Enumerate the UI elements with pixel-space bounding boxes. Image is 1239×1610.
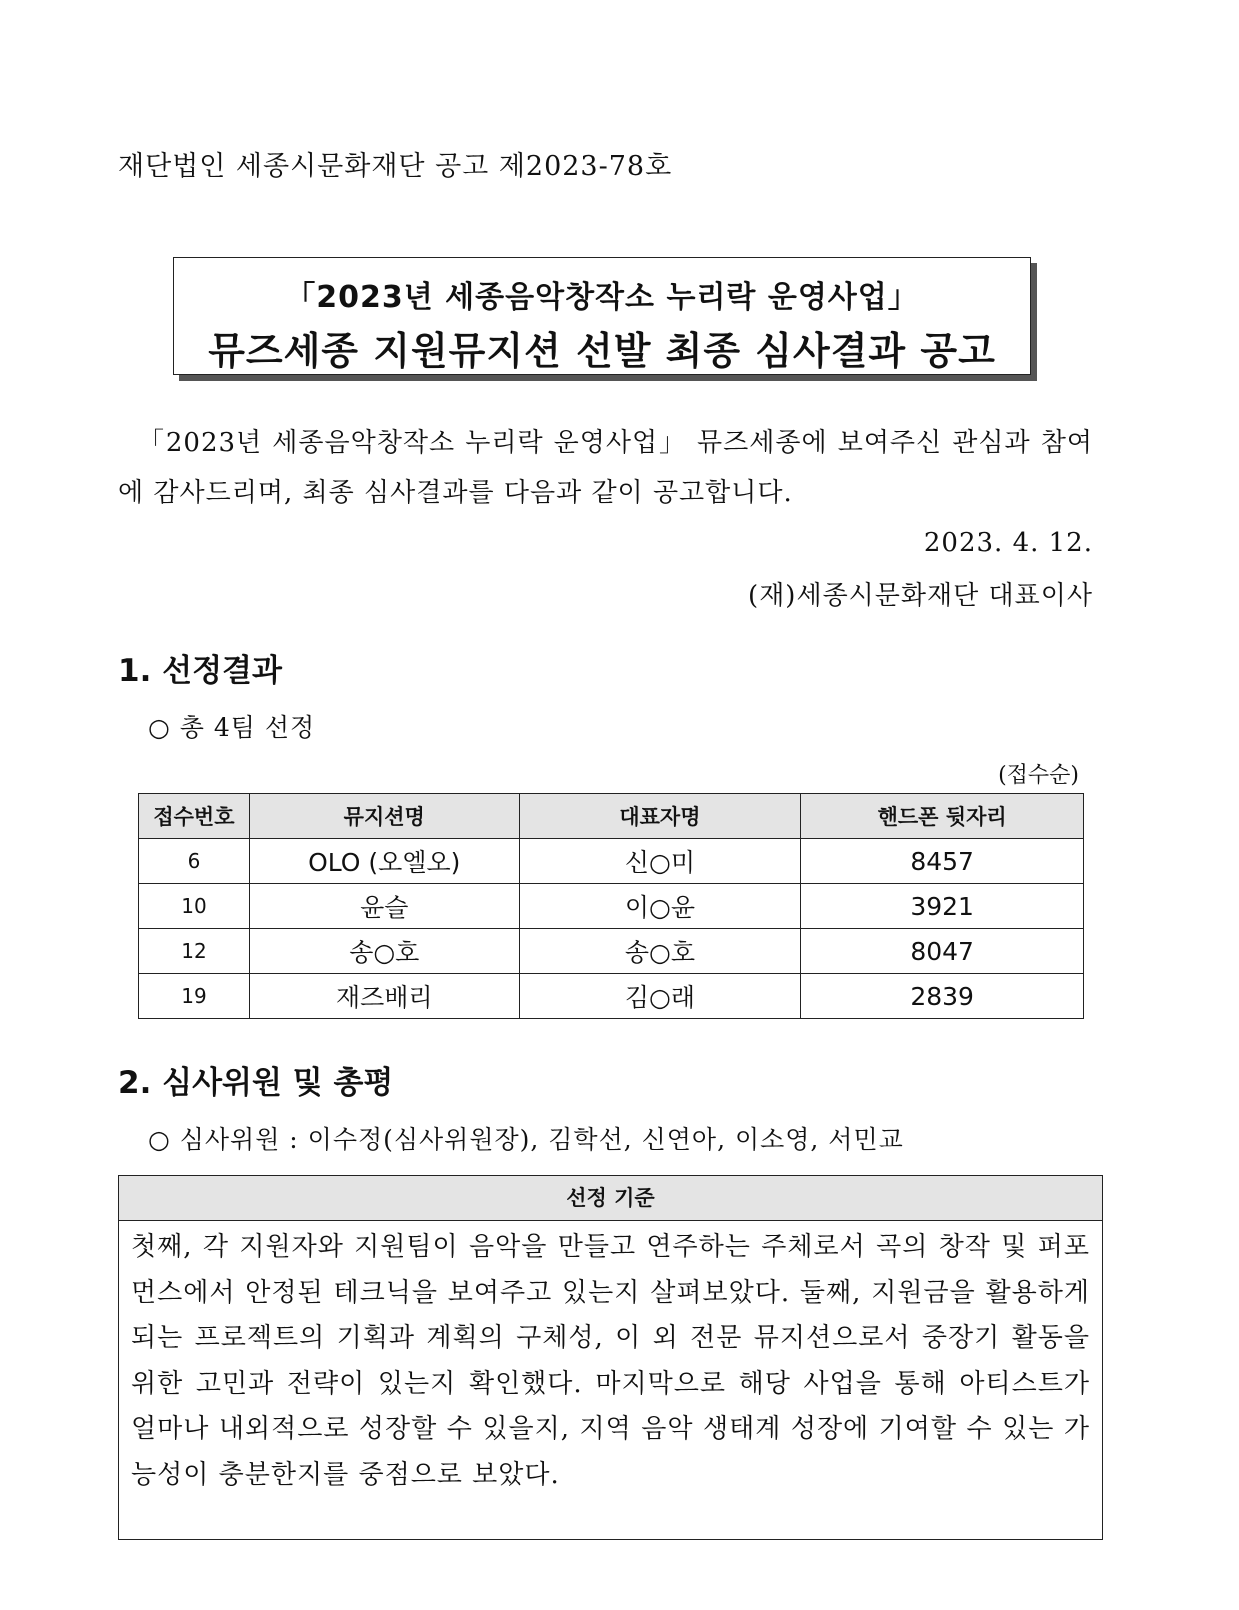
column-header-musician-name: 뮤지션명 [249, 794, 519, 839]
receipt-number-cell: 10 [139, 884, 250, 929]
column-header-receipt-number: 접수번호 [139, 794, 250, 839]
phone-digits-cell: 8457 [801, 839, 1084, 884]
section-1-heading: 1. 선정결과 [118, 653, 282, 689]
intro-paragraph: 「2023년 세종음악창작소 누리락 운영사업」 뮤즈세종에 보여주신 관심과 참여에 감사드리며, 최종 심사결과를 다음과 같이 공고합니다. [118, 428, 1093, 508]
musician-name-cell: 재즈배리 [249, 974, 519, 1019]
page-title: 뮤즈세종 지원뮤지션 선발 최종 심사결과 공고 [208, 329, 996, 373]
notice-number: 재단법인 세종시문화재단 공고 제2023-78호 [118, 151, 673, 182]
receipt-number-cell: 19 [139, 974, 250, 1019]
table-row [139, 884, 1084, 929]
criteria-box [118, 1175, 1103, 1540]
phone-digits-cell: 3921 [801, 884, 1084, 929]
musician-name-cell: OLO (오엘오) [249, 839, 519, 884]
title-box [173, 257, 1031, 375]
representative-cell: 이○윤 [519, 884, 801, 929]
section-2-heading: 2. 심사위원 및 총평 [118, 1065, 394, 1101]
column-header-representative: 대표자명 [519, 794, 801, 839]
receipt-number-cell: 6 [139, 839, 250, 884]
table-row [139, 839, 1084, 884]
organization-signature: (재)세종시문화재단 대표이사 [748, 581, 1093, 611]
representative-cell: 김○래 [519, 974, 801, 1019]
criteria-header: 선정 기준 [119, 1176, 1102, 1221]
results-table [138, 793, 1084, 1019]
representative-cell: 송○호 [519, 929, 801, 974]
table-row [139, 929, 1084, 974]
table-header-row [139, 794, 1084, 839]
representative-cell: 신○미 [519, 839, 801, 884]
order-note: (접수순) [998, 763, 1079, 788]
phone-digits-cell: 8047 [801, 929, 1084, 974]
receipt-number-cell: 12 [139, 929, 250, 974]
column-header-phone-digits: 핸드폰 뒷자리 [801, 794, 1084, 839]
phone-digits-cell: 2839 [801, 974, 1084, 1019]
musician-name-cell: 송○호 [249, 929, 519, 974]
musician-name-cell: 윤슬 [249, 884, 519, 929]
title-line-1: 「2023년 세종음악창작소 누리락 운영사업」 [285, 280, 919, 315]
judges-bullet: ○ 심사위원 : 이수정(심사위원장), 김학선, 신연아, 이소영, 서민교 [148, 1125, 904, 1154]
selection-count-bullet: ○ 총 4팀 선정 [148, 713, 316, 742]
table-row [139, 974, 1084, 1019]
criteria-body: 첫째, 각 지원자와 지원팀이 음악을 만들고 연주하는 주체로서 곡의 창작 및 퍼포먼스에서 안정된 테크닉을 보여주고 있는지 살펴보았다. 둘째, 지원금을 활용하게 되는 프로젝트의 기획과 계획의 구체성, 이 외 전문 뮤지션으로서 중장기 활동을 위한 고민과 전략이 있는지 확인했다. 마지막으로 해당 사업을 통해 아티스트가 얼마나 내외적으로 성장할 수 있을지, 지역 음악 생태계 성장에 기여할 수 있는 가능성이 충분한지를 중점으로 보았다. [131, 1232, 1091, 1490]
notice-date: 2023. 4. 12. [923, 528, 1093, 558]
